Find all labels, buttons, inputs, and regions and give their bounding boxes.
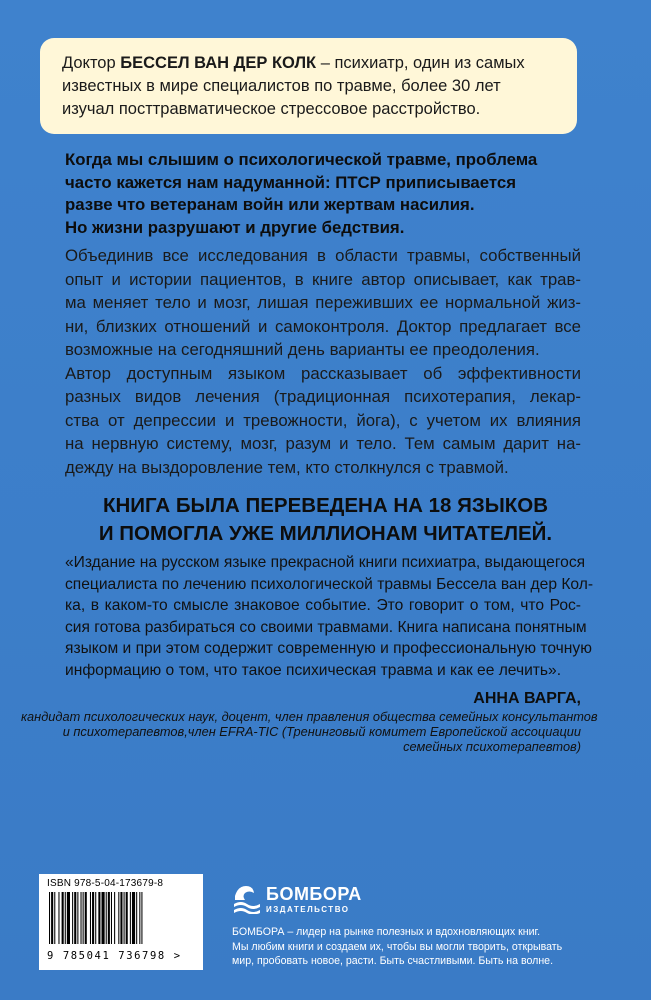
barcode-bar xyxy=(65,892,66,944)
publisher-tagline xyxy=(232,925,592,969)
barcode-bar xyxy=(58,892,59,944)
barcode-bar xyxy=(124,892,125,944)
quote-line: ка, в каком-то смысле знаковое событие. Это говорит о том, что Рос- xyxy=(65,597,581,614)
isbn-label: ISBN 978-5-04-173679-8 xyxy=(47,878,164,889)
barcode-bar xyxy=(136,892,137,944)
barcode-bar xyxy=(72,892,73,944)
barcode-bar xyxy=(118,892,119,944)
barcode-bar xyxy=(49,892,50,944)
description-line: ни, близких отношений и самоконтроля. Доктор предлагает все xyxy=(65,316,581,336)
barcode-bar xyxy=(132,892,135,944)
barcode-bar xyxy=(130,892,131,944)
barcode-bar xyxy=(139,892,140,944)
description-line: опыт и истории пациентов, в книге автор описывает, как трав- xyxy=(65,269,581,289)
review-quote xyxy=(65,552,594,681)
barcode-bar xyxy=(114,892,115,944)
description-line: разных видов лечения (традиционная психотерапия, лекар- xyxy=(65,387,581,406)
barcode-bar xyxy=(51,892,53,944)
description-line: ма меняет тело и мозг, лишая переживших ее нормальной жиз- xyxy=(65,293,581,312)
wave-logo-icon xyxy=(232,882,262,914)
quote-line: специалиста по лечению психологической травмы Бессела ван дер Кол- xyxy=(65,575,594,593)
credentials-line: и психотерапевтов,член EFRA-TIC (Тренинговый комитет Европейской ассоциации xyxy=(62,724,581,739)
barcode-bar xyxy=(85,892,87,944)
barcode-bars xyxy=(47,892,195,944)
barcode-bar xyxy=(54,892,55,944)
intro-line-1: Доктор БЕССЕЛ ВАН ДЕР КОЛК – психиатр, один из самых xyxy=(62,54,525,72)
description-line: возможные на сегодняшний день варианты ее преодоления. xyxy=(65,340,540,359)
barcode-panel xyxy=(39,874,203,970)
publisher-name: БОМБОРА xyxy=(266,884,362,904)
barcode-bar xyxy=(77,892,78,944)
barcode-bar xyxy=(83,892,84,944)
barcode-bar xyxy=(106,892,107,944)
barcode-bar xyxy=(111,892,112,944)
barcode-bar xyxy=(98,892,100,944)
barcode-digits: 9 785041 736798 > xyxy=(47,950,182,962)
tagline-line: Мы любим книги и создаем их, чтобы вы могли творить, открывать xyxy=(232,940,563,953)
tagline-line: мир, пробовать новое, расти. Быть счастливыми. Быть на волне. xyxy=(232,955,554,967)
headline-line: КНИГА БЫЛА ПЕРЕВЕДЕНА НА 18 ЯЗЫКОВ xyxy=(102,494,549,517)
publisher-logo xyxy=(232,880,382,920)
intro-line-3: изучал посттравматическое стрессовое расстройство. xyxy=(62,100,481,118)
quote-author: АННА ВАРГА, xyxy=(473,690,581,707)
quote-line: языком и при этом содержит современную и профессиональную точную xyxy=(65,640,592,657)
lead-line: Но жизни разрушают и другие бедствия. xyxy=(65,217,405,237)
credentials-line: кандидат психологических наук, доцент, член правления общества семейных консультантов xyxy=(21,709,598,724)
lead-line: часто кажется нам надуманной: ПТСР приписывается xyxy=(65,172,516,192)
barcode-bar xyxy=(141,892,142,944)
description-line: Автор доступным языком рассказывает об эффективности xyxy=(65,363,581,383)
barcode-bar xyxy=(95,892,96,944)
barcode-bar xyxy=(102,892,105,944)
barcode-bar xyxy=(90,892,91,944)
description-line: на нервную систему, мозг, разум и тело. Тем самым дарит на- xyxy=(65,434,581,453)
lead-line: Когда мы слышим о психологической травме, проблема xyxy=(65,150,538,169)
publisher-subtitle: ИЗДАТЕЛЬСТВО xyxy=(266,905,350,914)
barcode-bar xyxy=(108,892,110,944)
barcode-bar xyxy=(126,892,128,944)
headline-line: И ПОМОГЛА УЖЕ МИЛЛИОНАМ ЧИТАТЕЛЕЙ. xyxy=(98,522,553,545)
barcode-bar xyxy=(62,892,64,944)
lead-line: разве что ветеранам войн или жертвам насилия. xyxy=(65,195,475,214)
barcode-bar xyxy=(67,892,70,944)
lead-paragraph xyxy=(65,149,585,239)
author-intro-box xyxy=(40,38,577,134)
quote-line: «Издание на русском языке прекрасной книги психиатра, выдающегося xyxy=(65,554,586,571)
barcode-bar xyxy=(120,892,122,944)
quote-line: сия готова разбираться со своими травмами. Книга написана понятным xyxy=(65,618,587,636)
author-name: БЕССЕЛ ВАН ДЕР КОЛК xyxy=(120,54,317,72)
author-credentials xyxy=(21,709,598,754)
description-paragraph xyxy=(65,244,581,479)
tagline-line: БОМБОРА – лидер на рынке полезных и вдохновляющих книг. xyxy=(232,926,541,938)
credentials-line: семейных психотерапевтов) xyxy=(403,739,581,754)
barcode-bar xyxy=(74,892,76,944)
intro-line-2: известных в мире специалистов по травме, более 30 лет xyxy=(62,77,501,95)
translation-headline xyxy=(0,492,651,548)
description-line: дежду на выздоровление тем, кто столкнулся с травмой. xyxy=(65,457,509,477)
description-line: ства от депрессии и тревожности, йога), с учетом их влияния xyxy=(65,410,581,430)
barcode-bar xyxy=(92,892,94,944)
barcode-bar xyxy=(81,892,82,944)
description-line: Объединив все исследования в области травмы, собственный xyxy=(65,246,581,265)
quote-line: информацию о том, что такое психическая травма и как ее лечить». xyxy=(65,661,562,679)
